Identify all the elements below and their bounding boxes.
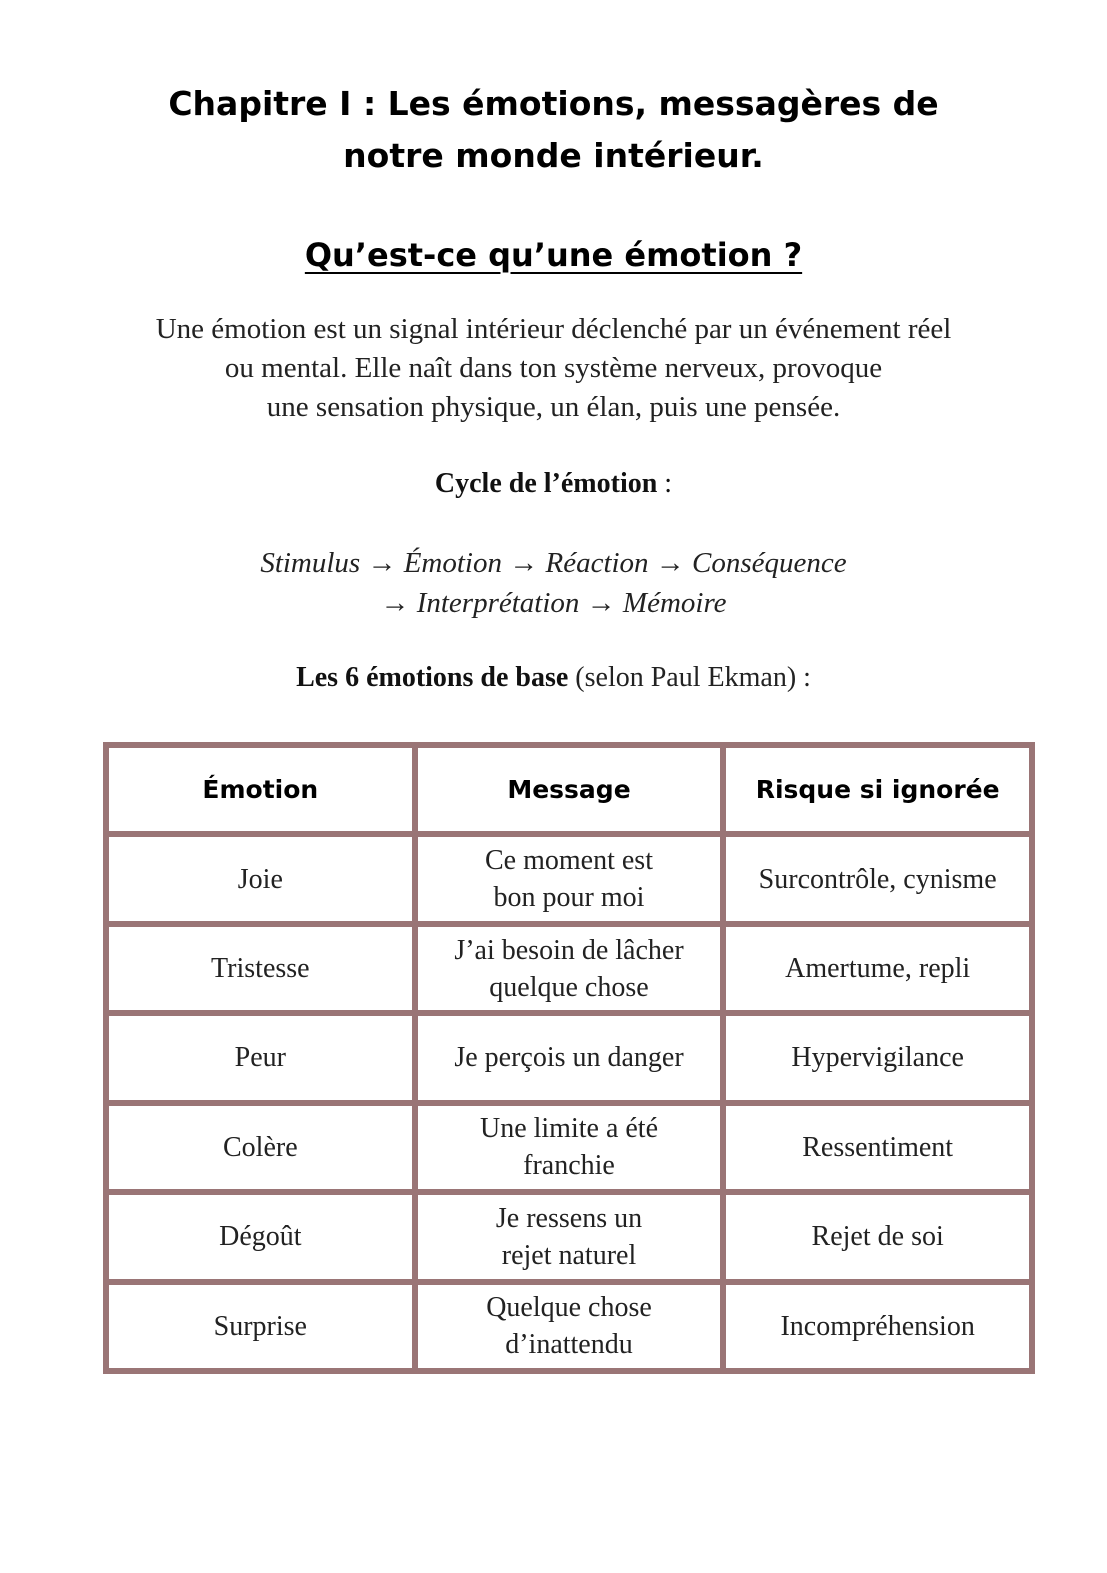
row-2-message — [418, 927, 721, 1010]
chapter-title — [0, 78, 1107, 182]
row-2-message-line-1: J’ai besoin de lâcher — [454, 934, 684, 966]
row-3-emotion: Peur — [109, 1016, 412, 1099]
header-message: Message — [418, 748, 721, 831]
chapter-title-line-2: notre monde intérieur. — [343, 136, 764, 175]
row-1-risk: Surcontrôle, cynisme — [726, 837, 1029, 920]
row-1-message-line-2: bon pour moi — [493, 882, 645, 914]
cycle-line-2: → Interprétation → Mémoire — [380, 587, 727, 619]
section-title-text: Qu’est-ce qu’une émotion ? — [304, 236, 803, 274]
intro-line-1: Une émotion est un signal intérieur déclenché par un événement réel — [155, 313, 952, 345]
chapter-title-line-1: Chapitre I : Les émotions, messagères de — [168, 84, 939, 123]
base-emotions-label-bold: Les 6 émotions de base — [296, 662, 569, 693]
row-3-risk: Hypervigilance — [726, 1016, 1029, 1099]
row-2-message-line-2: quelque chose — [489, 971, 649, 1003]
row-4-emotion: Colère — [109, 1106, 412, 1189]
section-title — [0, 232, 1107, 278]
row-6-message — [418, 1285, 721, 1368]
row-5-message — [418, 1195, 721, 1278]
cycle-line-1: Stimulus → Émotion → Réaction → Conséquence — [260, 547, 847, 579]
intro-paragraph — [0, 310, 1107, 427]
row-1-message-line-1: Ce moment est — [485, 845, 653, 877]
cycle-label — [0, 466, 1107, 502]
row-1-emotion: Joie — [109, 837, 412, 920]
base-emotions-label — [0, 660, 1107, 696]
row-4-message-line-2: franchie — [523, 1150, 615, 1182]
row-5-message-line-1: Je ressens un — [495, 1202, 643, 1234]
intro-line-2: ou mental. Elle naît dans ton système nerveux, provoque — [224, 352, 883, 384]
header-emotion: Émotion — [109, 748, 412, 831]
row-1-message — [418, 837, 721, 920]
cycle-label-suffix: : — [657, 468, 673, 499]
row-4-message — [418, 1106, 721, 1189]
row-5-emotion: Dégoût — [109, 1195, 412, 1278]
row-2-emotion: Tristesse — [109, 927, 412, 1010]
row-2-risk: Amertume, repli — [726, 927, 1029, 1010]
emotions-table — [103, 742, 1035, 1374]
row-5-risk: Rejet de soi — [726, 1195, 1029, 1278]
base-emotions-label-rest: (selon Paul Ekman) : — [568, 662, 811, 693]
row-6-message-line-1: Quelque chose — [486, 1292, 652, 1324]
row-4-risk: Ressentiment — [726, 1106, 1029, 1189]
row-6-emotion: Surprise — [109, 1285, 412, 1368]
emotion-cycle — [0, 543, 1107, 623]
row-4-message-line-1: Une limite a été — [479, 1113, 659, 1145]
cycle-label-bold: Cycle de l’émotion — [434, 468, 658, 499]
row-6-message-line-2: d’inattendu — [505, 1329, 633, 1361]
row-6-risk: Incompréhension — [726, 1285, 1029, 1368]
header-risk: Risque si ignorée — [726, 748, 1029, 831]
intro-line-3: une sensation physique, un élan, puis une pensée. — [266, 391, 841, 423]
row-3-message — [418, 1016, 721, 1099]
row-3-message-line-1: Je perçois un danger — [454, 1042, 684, 1074]
row-5-message-line-2: rejet naturel — [501, 1239, 637, 1271]
